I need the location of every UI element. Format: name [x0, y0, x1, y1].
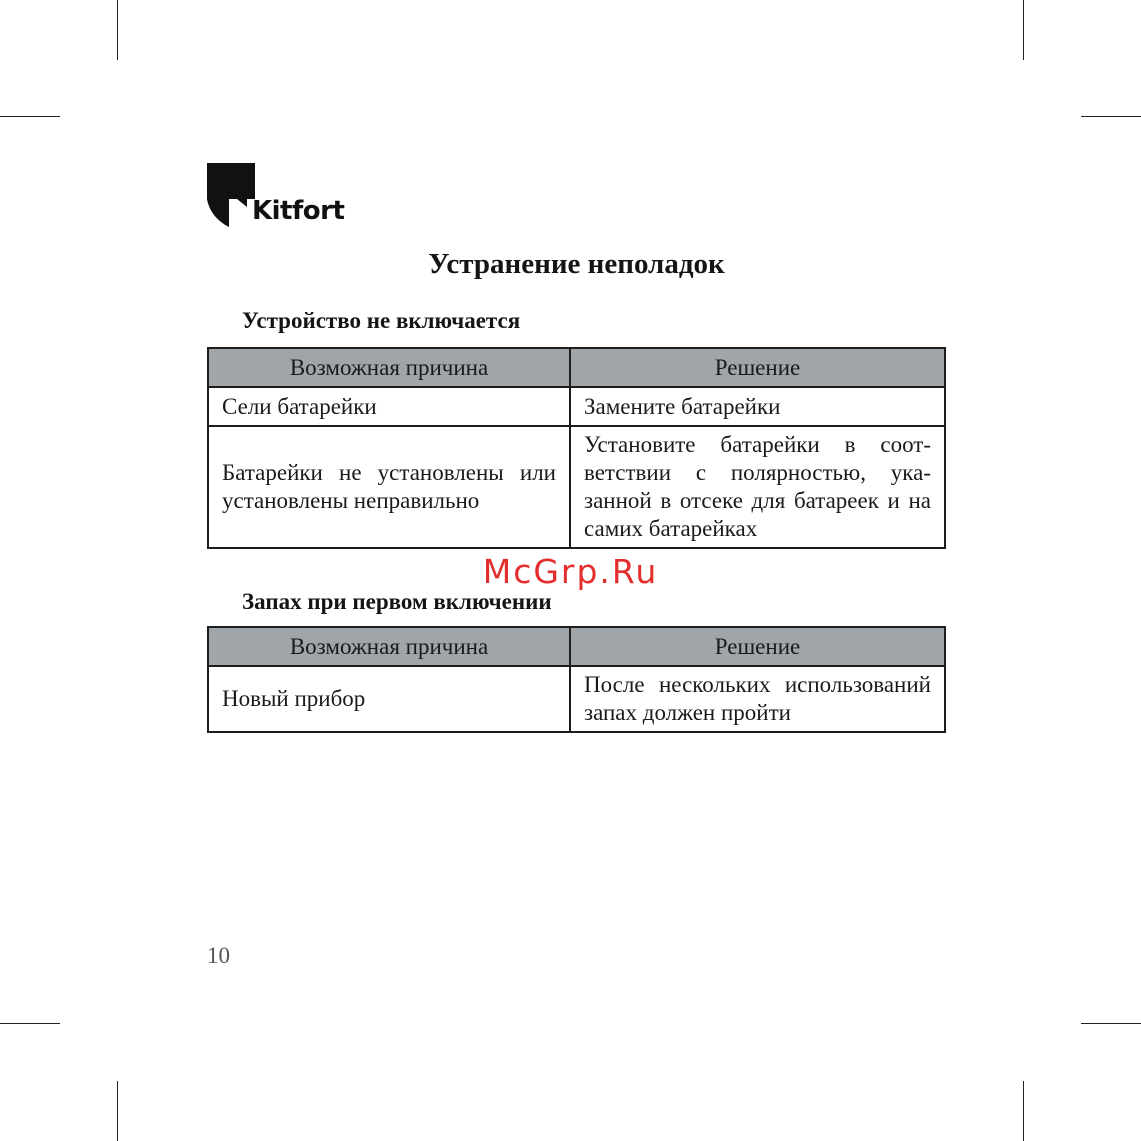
column-header-cause: Возможная причина: [208, 627, 570, 666]
solution-cell: Замените батарейки: [570, 387, 945, 426]
crop-mark: [1023, 1081, 1024, 1141]
watermark: McGrp.Ru: [482, 552, 659, 591]
column-header-solution: Решение: [570, 348, 945, 387]
troubleshooting-table: [207, 626, 946, 733]
crop-mark: [1023, 0, 1024, 60]
table-row: [208, 387, 945, 426]
table-row: [208, 666, 945, 732]
troubleshooting-table: [207, 347, 946, 549]
page-title: Устранение неполадок: [428, 248, 725, 280]
crop-mark: [0, 116, 60, 117]
crop-mark: [1081, 1023, 1141, 1024]
crop-mark: [1081, 116, 1141, 117]
crop-mark: [0, 1023, 60, 1024]
section-title: Устройство не включается: [242, 308, 521, 333]
cause-cell: Новый прибор: [208, 666, 570, 732]
brand-logo: [207, 163, 367, 233]
crop-mark: [117, 1081, 118, 1141]
cause-cell: Сели батарейки: [208, 387, 570, 426]
cause-cell: Батарейки не установлены или установлены неправильно: [208, 426, 570, 548]
column-header-solution: Решение: [570, 627, 945, 666]
column-header-cause: Возможная причина: [208, 348, 570, 387]
kitfort-logo-icon: [207, 163, 257, 227]
solution-cell: Установите батарейки в соответствии с полярностью, указанной в отсеке для батареек и на самих батарейках: [570, 426, 945, 548]
solution-cell: После нескольких использований запах должен пройти: [570, 666, 945, 732]
page-number: 10: [207, 943, 230, 968]
table-header-row: [208, 348, 945, 387]
brand-name: Kitfort: [252, 196, 345, 226]
table-header-row: [208, 627, 945, 666]
crop-mark: [117, 0, 118, 60]
table-row: [208, 426, 945, 548]
section-title: Запах при первом включении: [242, 589, 552, 614]
